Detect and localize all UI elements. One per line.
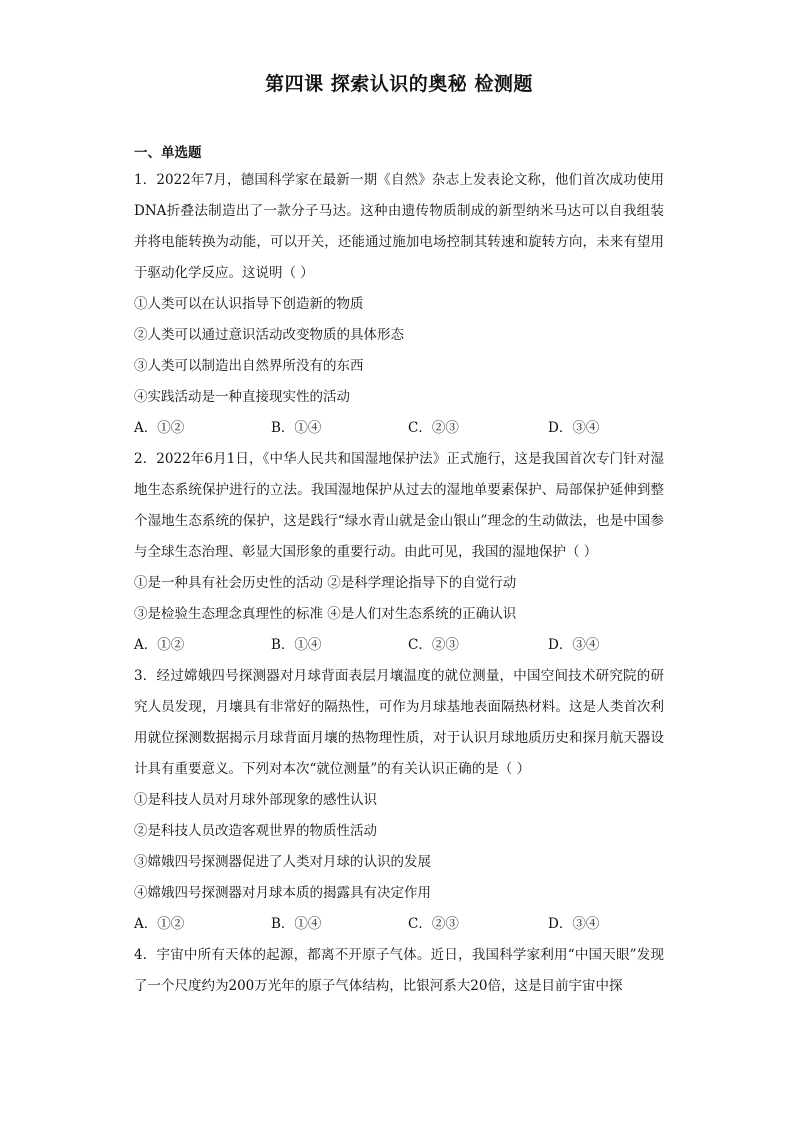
option-a[interactable]: A．①② bbox=[134, 916, 185, 932]
statement: ①人类可以在认识指导下创造新的物质 bbox=[134, 296, 364, 312]
question-stem: 3．经过嫦娥四号探测器对月球背面表层月壤温度的就位测量，中国空间技术研究院的研究人员发现，月壤具有非常好的隔热性，可作为月球基地表面隔热材料。这是人类首次利用就位探测数据揭示月球背面月壤的热物理性质，对于认识月球地质历史和探月航天器设计具有重要意义。下列对本次“就位测量”的有关认识正确的是（ ） bbox=[134, 668, 664, 777]
option-d[interactable]: D．③④ bbox=[548, 637, 600, 653]
option-a[interactable]: A．①② bbox=[134, 637, 185, 653]
question-stem: 2．2022年6月1日，《中华人民共和国湿地保护法》正式施行，这是我国首次专门针对湿地生态系统保护进行的立法。我国湿地保护从过去的湿地单要素保护、局部保护延伸到整个湿地生态系统的保护，这是践行“绿水青山就是金山银山”理念的生动做法，也是中国参与全球生态治理、彰显大国形象的重要行动。由此可见，我国的湿地保护（ ） bbox=[134, 451, 664, 560]
option-b[interactable]: B．①④ bbox=[271, 916, 322, 932]
question-2 bbox=[134, 444, 664, 661]
question-stem: 4．宇宙中所有天体的起源，都离不开原子气体。近日，我国科学家利用“中国天眼”发现了一个尺度约为200万光年的原子气体结构，比银河系大20倍，这是目前宇宙中探 bbox=[134, 947, 664, 994]
statement: ③是检验生态理念真理性的标准 ④是人们对生态系统的正确认识 bbox=[134, 606, 517, 622]
section-heading: 一、单选题 bbox=[134, 145, 202, 161]
document-title: 第四课 探索认识的奥秘 检测题 bbox=[265, 73, 533, 95]
question-3 bbox=[134, 661, 664, 940]
option-c[interactable]: C．②③ bbox=[408, 916, 459, 932]
answer-options bbox=[134, 413, 664, 444]
question-stem: 1．2022年7月，德国科学家在最新一期《自然》杂志上发表论文称，他们首次成功使用DNA折叠法制造出了一款分子马达。这种由遗传物质制成的新型纳米马达可以自我组装并将电能转换为动能，可以开关，还能通过施加电场控制其转速和旋转方向，未来有望用于驱动化学反应。这说明（ ） bbox=[134, 172, 664, 281]
option-c[interactable]: C．②③ bbox=[408, 637, 459, 653]
question-4 bbox=[134, 940, 664, 1002]
statement: ④嫦娥四号探测器对月球本质的揭露具有决定作用 bbox=[134, 885, 431, 901]
option-a[interactable]: A．①② bbox=[134, 420, 185, 436]
answer-options bbox=[134, 909, 664, 940]
statement: ②是科技人员改造客观世界的物质性活动 bbox=[134, 823, 377, 839]
statement: ①是一种具有社会历史性的活动 ②是科学理论指导下的自觉行动 bbox=[134, 575, 517, 591]
option-c[interactable]: C．②③ bbox=[408, 420, 459, 436]
option-b[interactable]: B．①④ bbox=[271, 420, 322, 436]
option-d[interactable]: D．③④ bbox=[548, 420, 600, 436]
statement: ①是科技人员对月球外部现象的感性认识 bbox=[134, 792, 377, 808]
question-1 bbox=[134, 165, 664, 444]
statement: ②人类可以通过意识活动改变物质的具体形态 bbox=[134, 327, 404, 343]
answer-options bbox=[134, 630, 664, 661]
option-b[interactable]: B．①④ bbox=[271, 637, 322, 653]
statement: ③嫦娥四号探测器促进了人类对月球的认识的发展 bbox=[134, 854, 431, 870]
statement: ④实践活动是一种直接现实性的活动 bbox=[134, 389, 350, 405]
statement: ③人类可以制造出自然界所没有的东西 bbox=[134, 358, 364, 374]
option-d[interactable]: D．③④ bbox=[548, 916, 600, 932]
